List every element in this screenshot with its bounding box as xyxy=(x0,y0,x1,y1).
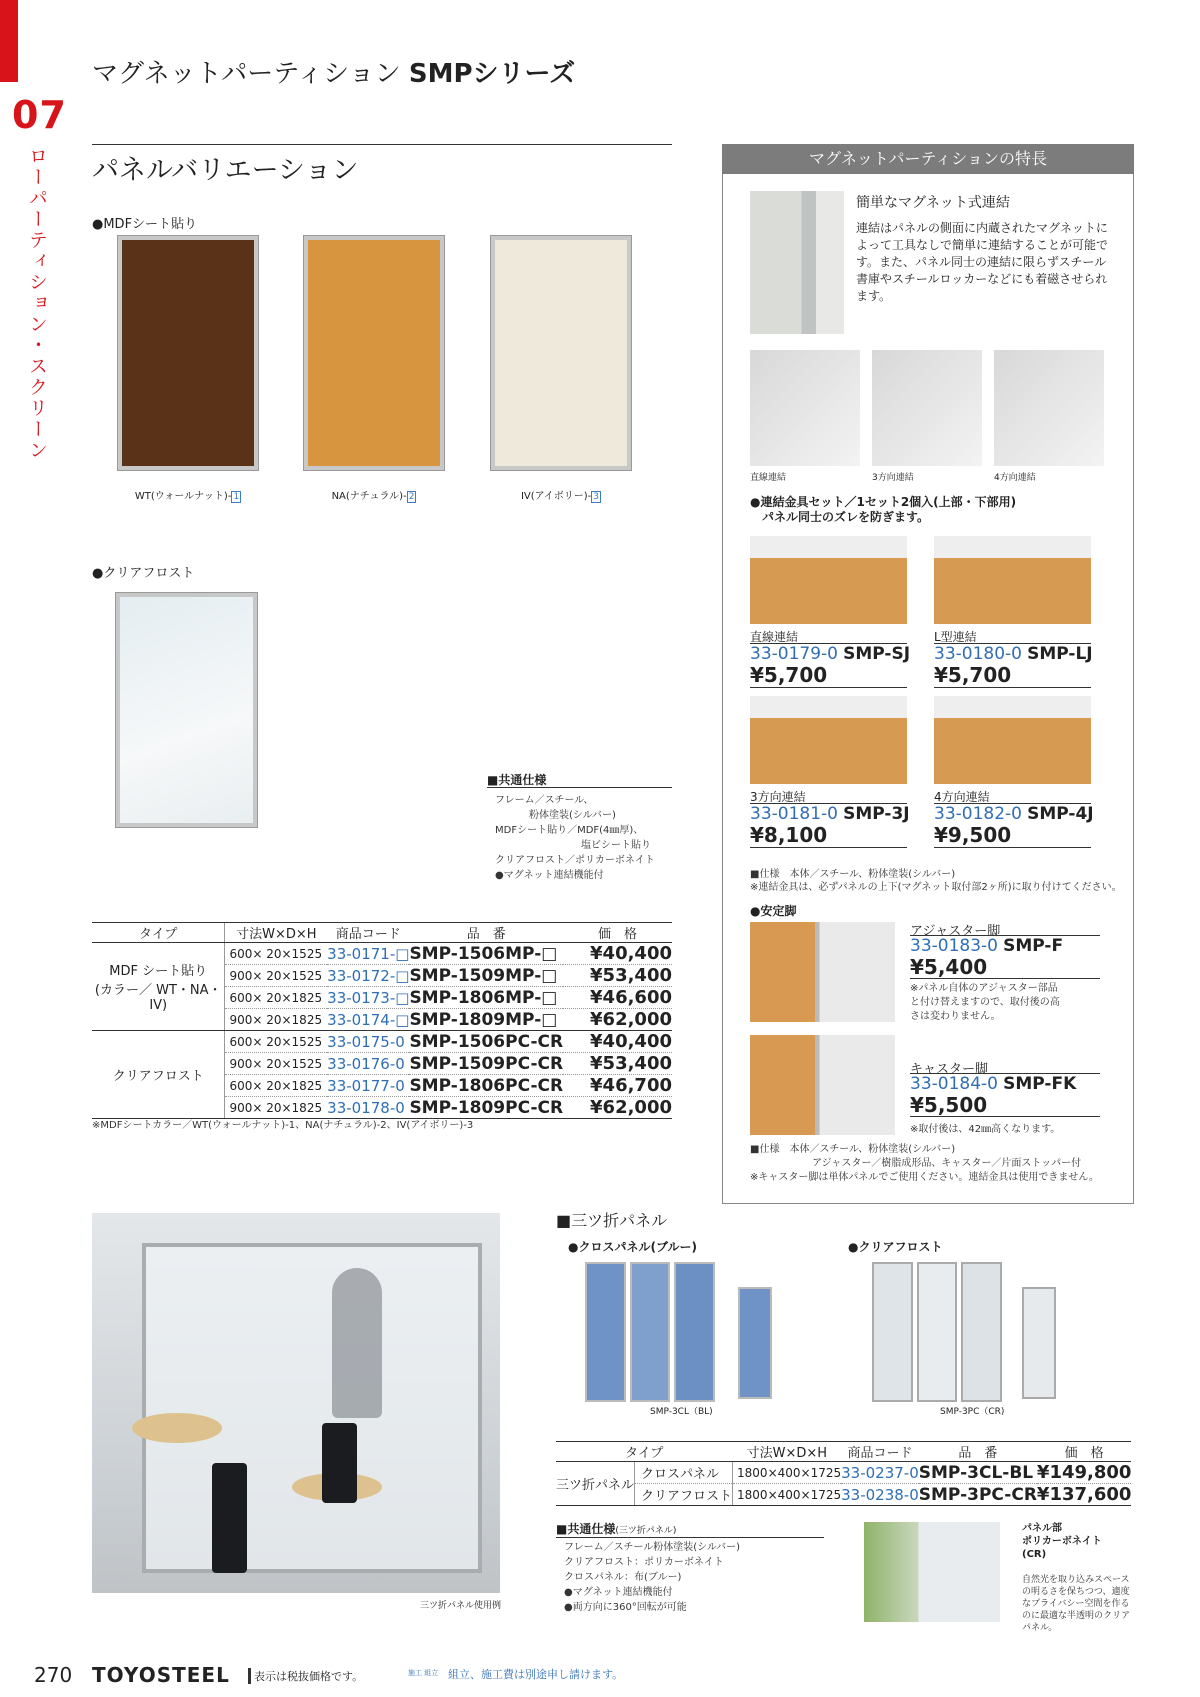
joint-spec: ■仕様 本体／スチール、粉体塗装(シルバー) ※連結金具は、必ずパネルの上下(マグネット取付部2ヶ所)に取り付けてください。 xyxy=(750,869,1122,893)
joint-price-rule xyxy=(934,687,1091,688)
brand-logo: TOYOSTEEL xyxy=(92,1663,230,1687)
panel-clear-frost xyxy=(116,593,257,827)
row-type: クリアフロスト xyxy=(92,1031,225,1119)
cell-code: 33-0175-0 xyxy=(327,1031,409,1053)
cell-size: 600× 20×1825 xyxy=(225,1075,327,1097)
joint-photo xyxy=(750,536,907,624)
fold-cap-bl: SMP-3CL（BL) xyxy=(650,1407,713,1417)
fold-th-price: 価 格 xyxy=(1037,1442,1132,1462)
fold-th-prod: 品 番 xyxy=(919,1442,1037,1462)
fold-common-title: ■共通仕様(三ツ折パネル) xyxy=(556,1520,824,1538)
joint-name: 3方向連結 xyxy=(750,790,806,804)
fold-cap-cr: SMP-3PC（CR) xyxy=(940,1407,1005,1417)
cell-price: ¥53,400 xyxy=(563,965,672,987)
frost-label: ●クリアフロスト xyxy=(92,566,195,581)
joint-label-3: 4方向連結 xyxy=(994,473,1036,483)
joint-prod: SMP-4J xyxy=(1027,804,1094,824)
joint-price-rule xyxy=(750,847,907,848)
joint-code: 33-0181-0 xyxy=(750,804,838,824)
set-label: ●連結金具セット／1セット2個入(上部・下部用) パネル同士のズレを防ぎます。 xyxy=(750,495,1017,524)
cell-price: ¥46,700 xyxy=(563,1075,672,1097)
joint-photo xyxy=(934,696,1091,784)
cell-prod: SMP-1806PC-CR xyxy=(409,1075,564,1096)
cell-code: 33-0174-□ xyxy=(327,1010,410,1029)
fold-cell-prod: SMP-3CL-BL xyxy=(919,1462,1037,1484)
cell-price: ¥62,000 xyxy=(563,1097,672,1119)
cell-prod: SMP-1506MP-□ xyxy=(409,943,563,965)
th-code: 商品コード xyxy=(327,923,409,943)
fold-type: 三ツ折パネル xyxy=(556,1462,635,1506)
th-price: 価 格 xyxy=(563,923,672,943)
fold-th-type: タイプ xyxy=(556,1442,733,1462)
cell-size: 600× 20×1825 xyxy=(225,987,327,1009)
joint-price: ¥9,500 xyxy=(934,823,1012,847)
joint-name: L型連結 xyxy=(934,630,977,644)
cell-size: 900× 20×1525 xyxy=(225,965,327,987)
joint-label-1: 直線連結 xyxy=(750,473,787,483)
cell-prod: SMP-1509PC-CR xyxy=(409,1053,564,1074)
fold-cell-price: ¥137,600 xyxy=(1036,1484,1132,1505)
joint-prod: SMP-SJ xyxy=(843,644,911,664)
cell-price: ¥40,400 xyxy=(563,943,672,965)
caster-price: ¥5,500 xyxy=(910,1093,988,1117)
cell-prod: SMP-1506PC-CR xyxy=(409,1031,564,1052)
cell-code: 33-0172-□ xyxy=(327,966,410,985)
panel-caption-natural: NA(ナチュラル)- 2 xyxy=(331,491,415,502)
joint-price: ¥5,700 xyxy=(750,663,828,687)
fold-cloth-single xyxy=(738,1287,772,1399)
panel-ivory xyxy=(491,236,631,470)
th-size: 寸法W×D×H xyxy=(225,923,327,943)
chapter-number: 07 xyxy=(12,93,67,137)
joint-photo-2 xyxy=(872,350,982,466)
th-prod: 品 番 xyxy=(409,923,563,943)
cell-price: ¥62,000 xyxy=(563,1009,672,1031)
cell-price: ¥46,600 xyxy=(563,987,672,1009)
fold-cell-size: 1800×400×1725 xyxy=(733,1462,842,1484)
adjuster-note: ※パネル自体のアジャスター部品と付け替えますので、取付後の高さは変わりません。 xyxy=(910,983,1060,1022)
cell-code: 33-0173-□ xyxy=(327,988,410,1007)
fold-common-lines: フレーム／スチール粉体塗装(シルバー) クリアフロスト：ポリカーボネイト クロスパネル：布(ブルー) ●マグネット連結機能付 ●両方向に360°回転が可能 xyxy=(564,1542,741,1613)
fold-sub: クリアフロスト xyxy=(635,1484,733,1506)
cell-size: 600× 20×1525 xyxy=(225,943,327,965)
photo-caption: 三ツ折パネル使用例 xyxy=(420,1601,502,1611)
feet-spec: ■仕様 本体／スチール、粉体塗装(シルバー) アジャスター／樹脂成形品、キャスター／片面ストッパー付 ※キャスター脚は単体パネルでご使用ください。連結金具は使用できません。 xyxy=(750,1144,1099,1183)
cell-prod: SMP-1809PC-CR xyxy=(409,1097,564,1118)
joint-photo-3 xyxy=(994,350,1104,466)
feet-label: ●安定脚 xyxy=(750,904,797,918)
joint-price: ¥5,700 xyxy=(934,663,1012,687)
fold-th-code: 商品コード xyxy=(841,1442,919,1462)
fold-frost-label: ●クリアフロスト xyxy=(848,1240,943,1254)
cell-size: 900× 20×1525 xyxy=(225,1053,327,1075)
usage-photo xyxy=(92,1213,500,1593)
joint-photo xyxy=(934,536,1091,624)
adjuster-code-line: 33-0183-0 SMP-F xyxy=(910,936,1064,956)
joint-code-line xyxy=(750,804,910,824)
fold-cell-size: 1800×400×1725 xyxy=(733,1484,842,1506)
polycarbonate-photo xyxy=(864,1522,1000,1622)
joint-photo-1 xyxy=(750,350,860,466)
section-rule xyxy=(92,144,672,145)
joint-code-line xyxy=(934,804,1094,824)
joint-photo xyxy=(750,696,907,784)
joint-prod: SMP-LJ xyxy=(1027,644,1093,664)
cell-size: 900× 20×1825 xyxy=(225,1097,327,1119)
pc-title: パネル部 ポリカーボネイト (CR) xyxy=(1022,1523,1102,1560)
panel-caption-ivory: IV(アイボリー)- 3 xyxy=(520,491,600,502)
magnet-photo xyxy=(750,191,844,334)
install-icon: 施工 組立 xyxy=(408,1669,439,1677)
cell-code: 33-0171-□ xyxy=(327,944,410,963)
feature-desc: 連結はパネルの側面に内蔵されたマグネットによって工具なしで簡単に連結することが可能です。また、パネル同士の連結に限らずスチール書庫やスチールロッカーなどにも着磁させられます。 xyxy=(856,221,1109,303)
fold-frost-photo xyxy=(872,1262,1002,1402)
fold-cell-code: 33-0237-0 xyxy=(841,1463,919,1482)
panel-natural xyxy=(304,236,444,470)
page-number: 270 xyxy=(34,1663,73,1687)
joint-label-2: 3方向連結 xyxy=(872,473,914,483)
joint-code: 33-0180-0 xyxy=(934,644,1022,664)
joint-code: 33-0179-0 xyxy=(750,644,838,664)
common-spec-lines: フレーム／スチール、 粉体塗装(シルバー) MDFシート貼り／MDF(4㎜厚)、 塩ビシート貼り クリアフロスト／ポリカーボネイト ●マグネット連結機能付 xyxy=(495,795,655,881)
joint-name: 4方向連結 xyxy=(934,790,990,804)
adjuster-price: ¥5,400 xyxy=(910,955,988,979)
price-table xyxy=(92,922,672,1119)
chapter-bar xyxy=(0,0,18,82)
cell-size: 600× 20×1525 xyxy=(225,1031,327,1053)
cell-prod: SMP-1806MP-□ xyxy=(409,987,563,1009)
fold-title: ■三ツ折パネル xyxy=(556,1211,668,1230)
joint-price-rule xyxy=(750,687,907,688)
fold-cloth-label: ●クロスパネル(ブルー) xyxy=(568,1240,697,1254)
table-row xyxy=(92,943,672,965)
common-spec-title: ■共通仕様 xyxy=(487,773,547,787)
joint-code: 33-0182-0 xyxy=(934,804,1022,824)
fold-th-size: 寸法W×D×H xyxy=(733,1442,842,1462)
caster-price-rule xyxy=(910,1116,1100,1117)
caster-note: ※取付後は、42㎜高くなります。 xyxy=(910,1124,1061,1135)
th-type: タイプ xyxy=(92,923,225,943)
joint-price-rule xyxy=(934,847,1091,848)
joint-price: ¥8,100 xyxy=(750,823,828,847)
feature-head: マグネットパーティションの特長 xyxy=(722,144,1134,174)
tax-note: 表示は税抜価格です。 xyxy=(248,1668,363,1684)
panel-walnut xyxy=(118,236,258,470)
feature-title: 簡単なマグネット式連結 xyxy=(856,195,1010,211)
page-header: マグネットパーティション SMPシリーズ xyxy=(92,59,576,89)
fold-cloth-photo xyxy=(585,1262,715,1402)
cell-prod: SMP-1809MP-□ xyxy=(409,1009,563,1031)
table-note: ※MDFシートカラー／WT(ウォールナット)-1、NA(ナチュラル)-2、IV(アイボリー)-3 xyxy=(92,1120,474,1131)
section-title: パネルバリエーション xyxy=(92,155,359,186)
table-row xyxy=(92,1031,672,1053)
row-type: MDF シート貼り (カラー／ WT・NA・IV) xyxy=(92,943,225,1031)
joint-code-line xyxy=(934,644,1093,664)
adjuster-price-rule xyxy=(910,978,1100,979)
joint-name: 直線連結 xyxy=(750,630,799,644)
fold-frost-single xyxy=(1022,1287,1056,1399)
cell-prod: SMP-1509MP-□ xyxy=(409,965,563,987)
fold-sub: クロスパネル xyxy=(635,1462,733,1484)
fold-cell-price: ¥149,800 xyxy=(1036,1462,1132,1483)
fold-row xyxy=(556,1462,1131,1484)
caster-photo xyxy=(750,1035,895,1135)
adjuster-name: アジャスター脚 xyxy=(910,924,1001,939)
joint-prod: SMP-3J xyxy=(843,804,910,824)
cell-size: 900× 20×1825 xyxy=(225,1009,327,1031)
fold-cell-code: 33-0238-0 xyxy=(841,1485,919,1504)
fold-row xyxy=(556,1484,1131,1506)
mdf-label: ●MDFシート貼り xyxy=(92,217,198,232)
cell-price: ¥53,400 xyxy=(563,1053,672,1075)
cell-code: 33-0176-0 xyxy=(327,1053,409,1075)
common-spec-rule xyxy=(487,787,672,788)
cell-price: ¥40,400 xyxy=(563,1031,672,1053)
pc-desc: 自然光を取り込みスペースの明るさを保ちつつ、適度なプライバシー空間を作るのに最適な半透明のクリアパネル。 xyxy=(1022,1575,1131,1633)
joint-code-line xyxy=(750,644,910,664)
caster-name: キャスター脚 xyxy=(910,1062,989,1077)
fold-cell-prod: SMP-3PC-CR xyxy=(918,1484,1037,1505)
cell-code: 33-0177-0 xyxy=(327,1075,409,1097)
install-note: 組立、施工費は別途申し請けます。 xyxy=(448,1668,624,1681)
panel-caption-walnut: WT(ウォールナット)- 1 xyxy=(134,491,240,502)
chapter-label: ローパーティション・スクリーン xyxy=(26,146,48,461)
caster-code-line: 33-0184-0 SMP-FK xyxy=(910,1074,1077,1094)
adjuster-photo xyxy=(750,922,895,1022)
fold-table xyxy=(556,1441,1131,1506)
cell-code: 33-0178-0 xyxy=(327,1097,409,1119)
